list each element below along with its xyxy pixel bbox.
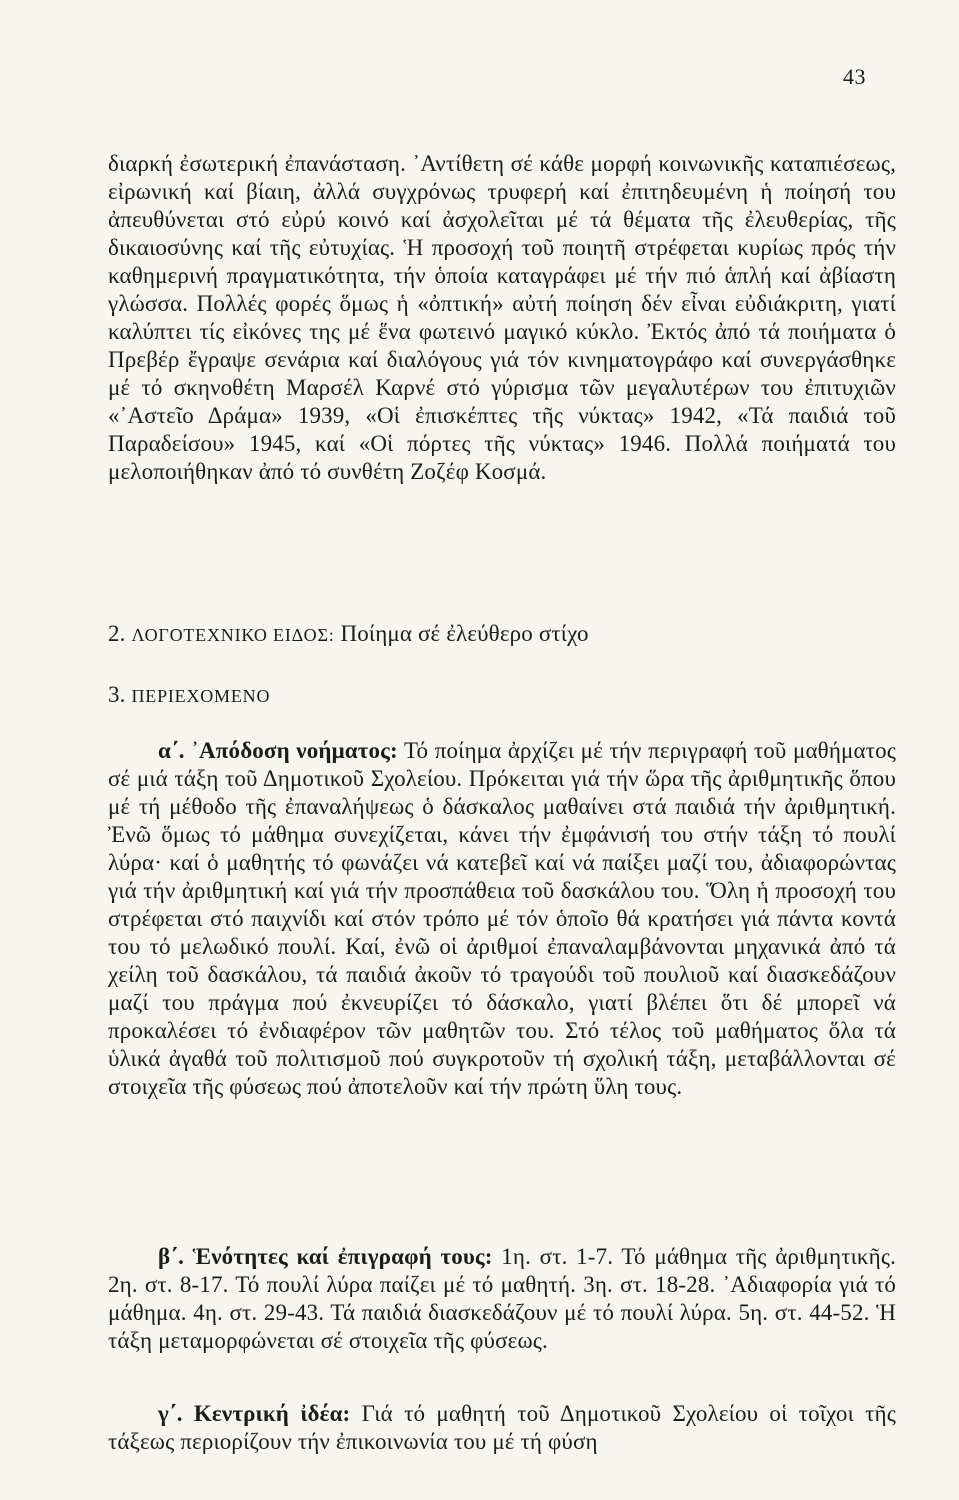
subsection-c <box>108 1400 896 1456</box>
section-genre-title: ΛΟΓΟΤΕΧΝΙΚΟ ΕΙΔΟΣ: <box>131 625 335 645</box>
section-content-number: 3. <box>108 682 126 707</box>
subsection-b-title: Ἑνότητες καί ἐπιγραφή τους: <box>192 1244 493 1269</box>
subsection-c-title: Κεντρική ἰδέα: <box>193 1401 351 1426</box>
subsection-a-text: Τό ποίημα ἀρχίζει μέ τήν περιγραφή τοῦ μαθήματος σέ μιά τάξη τοῦ Δημοτικοῦ Σχολείου. Πρόκειται γιά τήν ὥρα τῆς ἀριθμητικῆς ὅπου μέ τή μέθοδο τῆς ἐπαναλήψεως ὁ δάσκαλος μαθαίνει στά παιδιά τήν ἀριθμητική. Ἐνῶ ὅμως τό μάθημα συνεχίζεται, κάνει τήν ἐμφάνισή του στήν τάξη τό πουλί λύρα· καί ὁ μαθητής τό φωνάζει νά κατεβεῖ καί νά παίξει μαζί του, ἀδιαφορώντας γιά τήν ἀριθμητική καί γιά τήν προσπάθεια τοῦ δασκάλου του. Ὅλη ἡ προσοχή του στρέφεται στό παιχνίδι καί στόν τρόπο μέ τόν ὁποῖο θά κρατήσει γιά πάντα κοντά του τό μελωδικό πουλί. Καί, ἐνῶ οἱ ἀριθμοί ἐπαναλαμβάνονται μηχανικά ἀπό τά χείλη τοῦ δασκάλου, τά παιδιά ἀκοῦν τό τραγούδι τοῦ πουλιοῦ καί διασκεδάζουν μαζί του πράγμα πού ἐκνευρίζει τό δάσκαλο, γιατί βλέπει ὅτι δέ μπορεῖ νά προκαλέσει τό ἐνδιαφέρον τῶν μαθητῶν του. Στό τέλος τοῦ μαθήματος ὅλα τά ὑλικά ἀγαθά τοῦ πολιτισμοῦ πού συγκροτοῦν τή σχολική τάξη, μεταβάλλονται σέ στοιχεῖα τῆς φύσεως πού ἀποτελοῦν καί τήν πρώτη ὕλη τους. <box>108 738 896 1099</box>
subsection-a <box>108 737 896 1101</box>
section-genre-text: Ποίημα σέ ἐλεύθερο στίχο <box>340 621 589 646</box>
section-content-title: ΠΕΡΙΕΧΟΜΕΝΟ <box>131 686 271 706</box>
section-content <box>108 681 896 710</box>
subsection-b-label: β΄. <box>158 1244 184 1269</box>
subsection-a-title: ᾿Απόδοση νοήματος: <box>191 738 398 763</box>
subsection-c-label: γ΄. <box>158 1401 183 1426</box>
subsection-c-text: Γιά τό μαθητή τοῦ Δημοτικοῦ Σχολείου οἱ τοῖχοι τῆς τάξεως περιορίζουν τήν ἐπικοινωνία του μέ τή φύση <box>108 1401 896 1454</box>
page-number: 43 <box>843 64 866 89</box>
section-genre <box>108 620 896 649</box>
subsection-b-text: 1η. στ. 1-7. Τό μάθημα τῆς ἀριθμητικῆς. 2η. στ. 8-17. Τό πουλί λύρα παίζει μέ τό μαθητή. 3η. στ. 18-28. ᾿Αδιαφορία γιά τό μάθημα. 4η. στ. 29-43. Τά παιδιά διασκεδάζουν μέ τό πουλί λύρα. 5η. στ. 44-52. Ἡ τάξη μεταμορφώνεται σέ στοιχεῖα τῆς φύσεως. <box>108 1244 896 1353</box>
subsection-b <box>108 1243 896 1355</box>
subsection-a-label: α΄. <box>158 738 185 763</box>
section-genre-number: 2. <box>108 621 126 646</box>
intro-paragraph: διαρκή ἐσωτερική ἐπανάσταση. ᾿Αντίθετη σέ κάθε μορφή κοινωνικῆς καταπιέσεως, εἰρωνική καί βίαιη, ἀλλά συγχρόνως τρυφερή καί ἐπιτηδευμένη ἡ ποίησή του ἀπευθύνεται στό εὐρύ κοινό καί ἀσχολεῖται μέ τά θέματα τῆς ἐλευθερίας, τῆς δικαιοσύνης καί τῆς εὐτυχίας. Ἡ προσοχή τοῦ ποιητῆ στρέφεται κυρίως πρός τήν καθημερινή πραγματικότητα, τήν ὁποία καταγράφει μέ τήν πιό ἁπλή καί ἀβίαστη γλώσσα. Πολλές φορές ὅμως ἡ «ὀπτική» αὐτή ποίηση δέν εἶναι εὐδιάκριτη, γιατί καλύπτει τίς εἰκόνες της μέ ἕνα φωτεινό μαγικό κύκλο. Ἐκτός ἀπό τά ποιήματα ὁ Πρεβέρ ἔγραψε σενάρια καί διαλόγους γιά τόν κινηματογράφο καί συνεργάσθηκε μέ τό σκηνοθέτη Μαρσέλ Καρνέ στό γύρισμα τῶν μεγαλυτέρων του ἐπιτυχιῶν «᾿Αστεῖο Δράμα» 1939, «Οἱ ἐπισκέπτες τῆς νύκτας» 1942, «Τά παιδιά τοῦ Παραδείσου» 1945, καί «Οἱ πόρτες τῆς νύκτας» 1946. Πολλά ποιήματά του μελοποιήθηκαν ἀπό τό συνθέτη Ζοζέφ Κοσμά. <box>108 151 896 484</box>
